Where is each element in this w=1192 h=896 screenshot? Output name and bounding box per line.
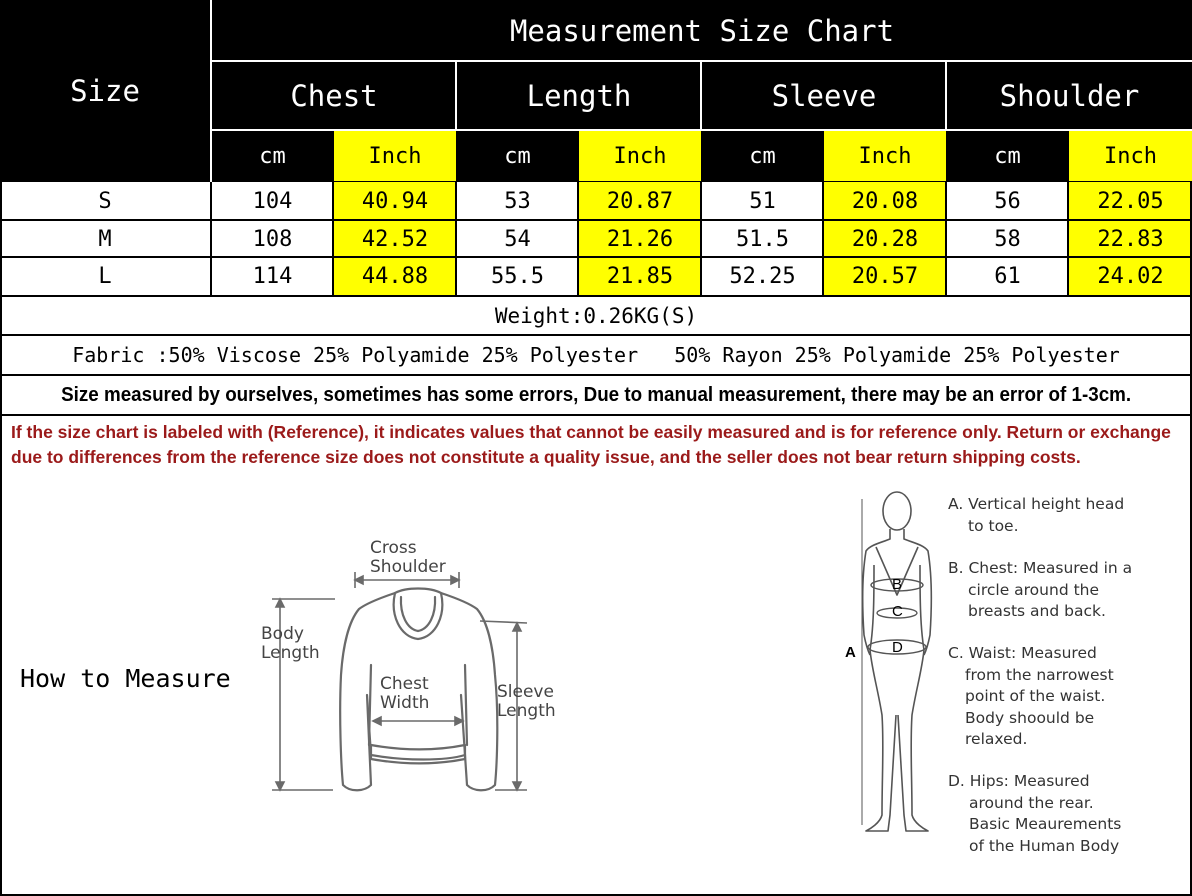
marker-a: A	[845, 644, 856, 661]
value-cell: 61	[947, 258, 1068, 295]
size-header-label: Size	[70, 74, 140, 108]
fabric-text: Fabric :50% Viscose 25% Polyamide 25% Polyester 50% Rayon 25% Polyamide 25% Polyester	[72, 343, 1120, 367]
group-header-length	[457, 62, 701, 130]
unit-cm: cm	[947, 131, 1068, 181]
value-cell: 56	[947, 182, 1068, 220]
weight-text: Weight:0.26KG(S)	[494, 303, 698, 328]
group-label: Chest	[290, 79, 378, 113]
fabric-row	[0, 336, 1192, 374]
value-cell: 58	[947, 221, 1068, 257]
value-cell: 54	[457, 221, 578, 257]
group-header-chest	[212, 62, 456, 130]
value-cell: 114	[212, 258, 333, 295]
value-cell: 24.02	[1069, 258, 1192, 295]
group-label: Length	[526, 79, 632, 113]
unit-inch: Inch	[334, 131, 456, 181]
marker-d: D	[892, 639, 903, 656]
reference-note-text: If the size chart is labeled with (Reference), it indicates values that cannot be easily measured and is for reference only. Return or exchange due to differences from the reference size does not constitute a quality issue, and the seller does not bear return shipping costs.	[11, 422, 1171, 467]
how-to-measure-label: How to Measure	[20, 664, 231, 693]
value-cell: 53	[457, 182, 578, 220]
value-cell: 104	[212, 182, 333, 220]
value-cell: 42.52	[334, 221, 456, 257]
body-figure-diagram	[840, 485, 940, 840]
reference-note	[11, 420, 1183, 496]
sleeve-length-label: Sleeve Length	[497, 682, 556, 721]
group-header-shoulder	[947, 62, 1192, 130]
value-cell: 21.85	[579, 258, 701, 295]
value-cell: 52.25	[702, 258, 823, 295]
unit-cm: cm	[457, 131, 578, 181]
value-cell: 22.83	[1069, 221, 1192, 257]
measurement-note-text: Size measured by ourselves, sometimes has some errors, Due to manual measurement, there may be an error of 1-3cm.	[61, 383, 1131, 406]
cross-shoulder-label: Cross Shoulder	[370, 538, 446, 577]
value-cell: 20.57	[824, 258, 946, 295]
value-cell: 20.28	[824, 221, 946, 257]
body-length-label: Body Length	[261, 624, 320, 663]
marker-b: B	[892, 576, 903, 593]
unit-cm: cm	[212, 131, 333, 181]
value-cell: 51	[702, 182, 823, 220]
value-cell: 55.5	[457, 258, 578, 295]
chest-width-label: Chest Width	[380, 674, 430, 713]
group-label: Sleeve	[771, 79, 877, 113]
value-cell: 108	[212, 221, 333, 257]
unit-inch: Inch	[579, 131, 701, 181]
unit-inch: Inch	[824, 131, 946, 181]
size-cell: L	[0, 258, 210, 295]
value-cell: 20.87	[579, 182, 701, 220]
unit-inch: Inch	[1069, 131, 1192, 181]
value-cell: 51.5	[702, 221, 823, 257]
marker-c: C	[892, 603, 903, 620]
note-d: D. Hips: Measured around the rear. Basic Meaurements of the Human Body	[948, 772, 1122, 855]
chart-title-text: Measurement Size Chart	[509, 14, 895, 48]
size-header	[0, 0, 210, 182]
value-cell: 44.88	[334, 258, 456, 295]
note-b: B. Chest: Measured in a circle around the breasts and back.	[948, 559, 1133, 620]
size-cell: M	[0, 221, 210, 257]
weight-row	[0, 297, 1192, 334]
chart-title	[212, 0, 1192, 62]
size-cell: S	[0, 182, 210, 220]
value-cell: 21.26	[579, 221, 701, 257]
value-cell: 20.08	[824, 182, 946, 220]
group-label: Shoulder	[999, 79, 1140, 113]
value-cell: 22.05	[1069, 182, 1192, 220]
note-a: A. Vertical height head to toe.	[948, 495, 1125, 535]
measurement-note	[0, 376, 1192, 414]
human-body-icon	[840, 485, 940, 840]
value-cell: 40.94	[334, 182, 456, 220]
group-header-sleeve	[702, 62, 946, 130]
unit-cm: cm	[702, 131, 823, 181]
note-c: C. Waist: Measured from the narrowest point of the waist. Body shoould be relaxed.	[948, 644, 1114, 748]
